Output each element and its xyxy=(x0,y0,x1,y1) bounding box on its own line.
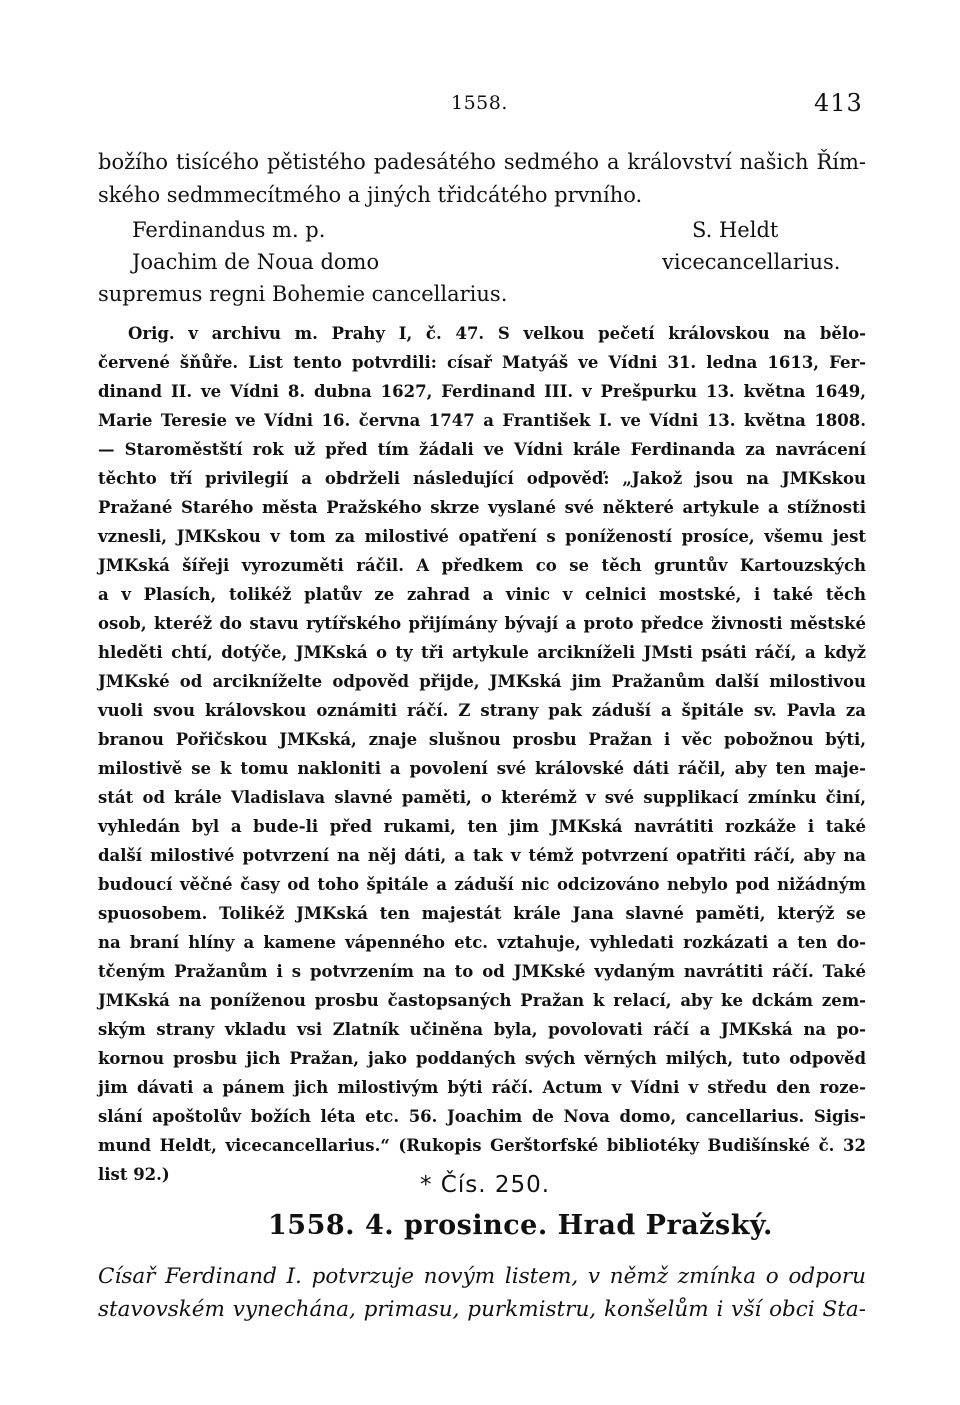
note-line: spuosobem. Tolikéž JMKská ten majestát krále Jana slavné paměti, kterýž se xyxy=(98,904,866,923)
note-line: červené šňůře. List tento potvrdili: císař Matyáš ve Vídni 31. ledna 1613, Fer- xyxy=(98,353,866,372)
note-line: budoucí věčné časy od toho špitále a záduší nic odcizováno nebylo pod nižádným xyxy=(98,875,866,894)
note-line: JMKské od arcikníželte odpověd přijde, JMKská jim Pražanům další milostivou xyxy=(98,672,866,691)
signature-joachim: Joachim de Noua domo xyxy=(132,250,380,274)
note-line: jim dávati a pánem jich milostivým býti ráčí. Actum v Vídni v středu den roze- xyxy=(98,1078,866,1097)
note-line: Pražané Starého města Pražského skrze vyslané své některé artykule a stížnosti xyxy=(98,498,866,517)
note-line: dinand II. ve Vídni 8. dubna 1627, Ferdinand III. v Prešpurku 13. května 1649, xyxy=(98,382,866,401)
note-line: JMKská šířeji vyrozuměti ráčil. A předkem co se těch gruntův Kartouzských xyxy=(98,556,866,575)
signature-heldt: S. Heldt xyxy=(692,218,779,242)
note-line: Orig. v archivu m. Prahy I, č. 47. S velkou pečetí královskou na bělo- xyxy=(128,324,866,343)
note-line: osob, kteréž do stavu rytířského přijímány bývají a proto předce živnosti městské xyxy=(98,614,866,633)
note-line: a v Plasích, tolikéž platův ze zahrad a vinic v celnici mostské, i také těch xyxy=(98,585,866,604)
signature-ferdinand: Ferdinandus m. p. xyxy=(132,218,326,242)
note-line: mund Heldt, vicecancellarius.“ (Rukopis Gerštorfské bibliotéky Budišínské č. 32 xyxy=(98,1136,866,1155)
note-line: vuoli svou královskou oznámiti ráčí. Z strany pak záduší a špitále sv. Pavla za xyxy=(98,701,866,720)
note-line: stát od krále Vladislava slavné paměti, o kterémž v své supplikací zmínku činí, xyxy=(98,788,866,807)
note-line: Marie Teresie ve Vídni 16. června 1747 a František I. ve Vídni 13. května 1808. xyxy=(98,411,866,430)
note-line: branou Pořičskou JMKská, znaje slušnou prosbu Pražan i věc pobožnou býti, xyxy=(98,730,866,749)
running-header-year: 1558. xyxy=(451,92,508,114)
document-heading: 1558. 4. prosince. Hrad Pražský. xyxy=(268,1210,773,1241)
note-line: hleděti chtí, dotýče, JMKská o ty tři artykule arcikníželi JMsti psáti ráčí, a když xyxy=(98,643,866,662)
note-line: — Staroměstští rok už před tím žádali ve Vídni krále Ferdinanda za navrácení xyxy=(98,440,866,459)
note-line: další milostivé potvrzení na něj dáti, a tak v témž potvrzení opatřiti ráčí, aby na xyxy=(98,846,866,865)
text-line: ského sedmmecítmého a jiných třidcátého prvního. xyxy=(98,183,643,207)
signature-heldt-title: vicecancellarius. xyxy=(662,250,841,274)
note-line: slání apoštolův božích léta etc. 56. Joachim de Nova domo, cancellarius. Sigis- xyxy=(98,1107,866,1126)
note-line: těchto tří privilegií a obdrželi následující odpověď: „Jakož jsou na JMKskou xyxy=(98,469,866,488)
document-number: * Čís. 250. xyxy=(420,1172,551,1198)
note-line: JMKská na poníženou prosbu častopsaných Pražan k relací, aby ke dckám zem- xyxy=(98,991,866,1010)
note-line: list 92.) xyxy=(98,1165,170,1184)
note-line: vyhledán byl a bude-li před rukami, ten jim JMKská navrátiti rozkáže i také xyxy=(98,817,866,836)
note-line: na braní hlíny a kamene vápenného etc. vztahuje, vyhledati rozkázati a ten do- xyxy=(98,933,866,952)
note-line: vznesli, JMKskou v tom za milostivé opatření s ponížeností prosíce, všemu jest xyxy=(98,527,866,546)
note-line: kornou prosbu jich Pražan, jako poddaných svých věrných milých, tuto odpověd xyxy=(98,1049,866,1068)
regest-line: stavovském vynechána, primasu, purkmistru, konšelům i vší obci Sta- xyxy=(98,1297,866,1322)
regest-line: Císař Ferdinand I. potvrzuje novým listem, v němž zmínka o odporu xyxy=(98,1264,866,1289)
note-line: tčeným Pražanům i s potvrzením na to od JMKské vydaným navrátiti ráčí. Také xyxy=(98,962,866,981)
note-line: ským strany vkladu vsi Zlatník učiněna byla, povolovati ráčí a JMKská na po- xyxy=(98,1020,866,1039)
page-number: 413 xyxy=(814,89,863,117)
text-line: božího tisícého pětistého padesátého sedmého a království našich Řím- xyxy=(98,150,866,174)
signature-joachim-title: supremus regni Bohemie cancellarius. xyxy=(98,282,508,306)
note-line: milostivě se k tomu nakloniti a povolení své královské dáti ráčil, aby ten maje- xyxy=(98,759,866,778)
